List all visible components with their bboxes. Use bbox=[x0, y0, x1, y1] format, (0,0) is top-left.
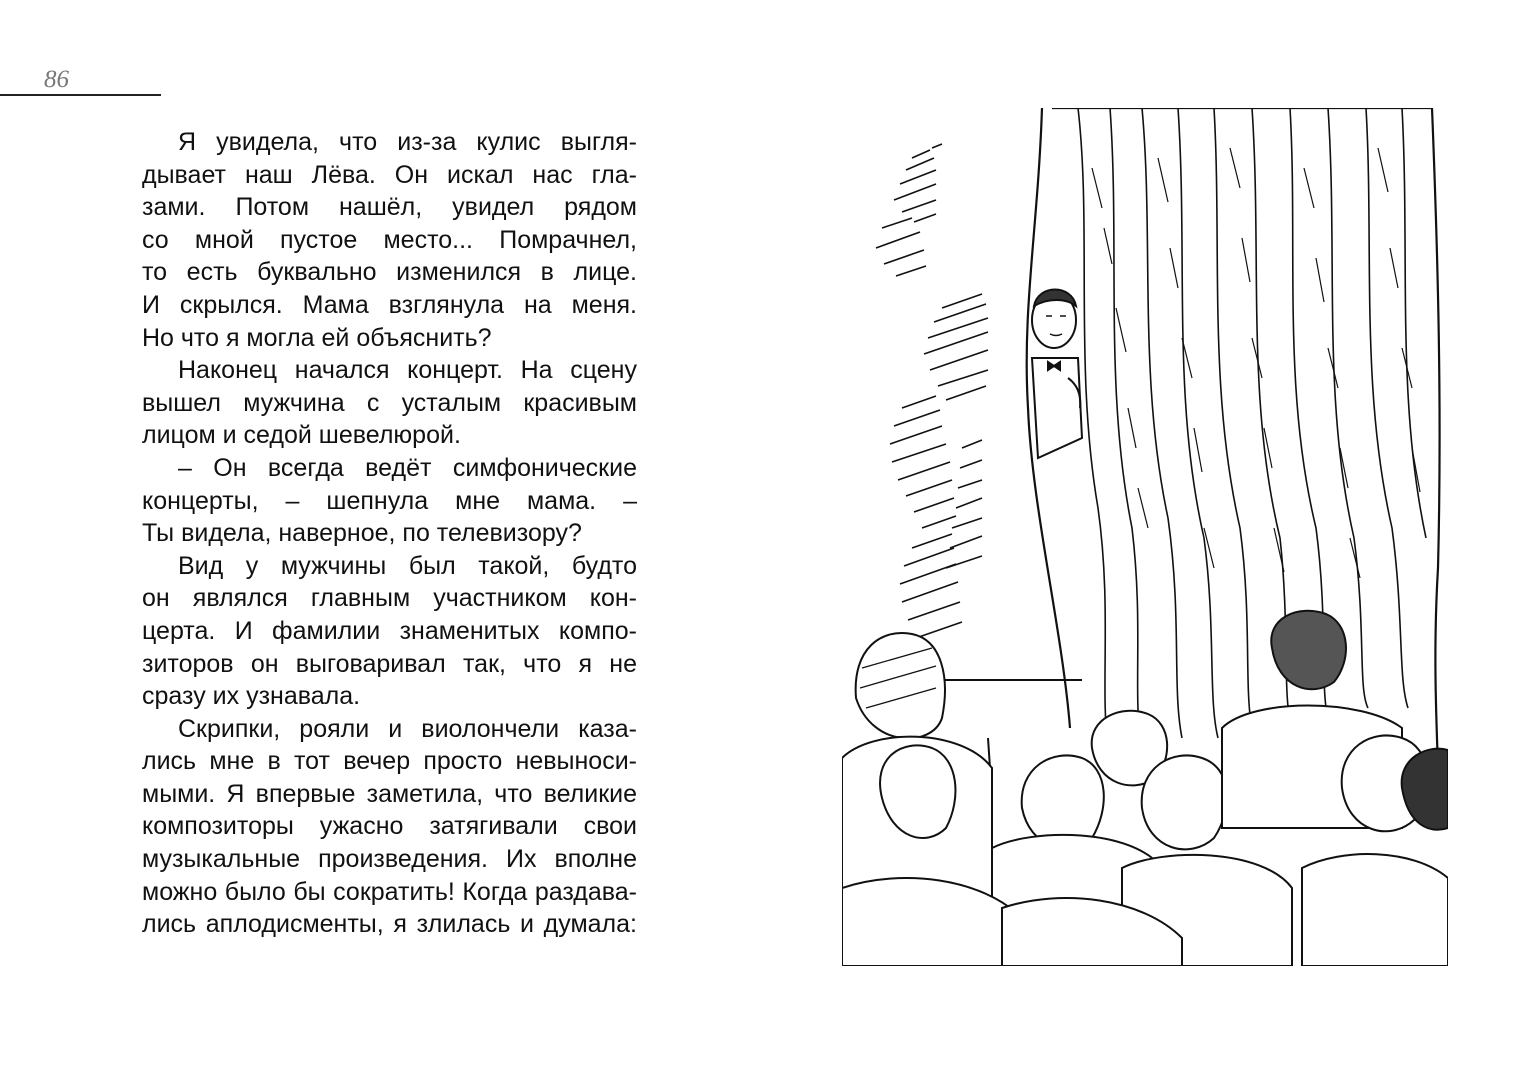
text-line: – Он всегда ведёт симфонические bbox=[178, 453, 637, 482]
text-line: лись мне в тот вечер просто невыноси- bbox=[142, 747, 637, 776]
text-line: церта. И фамилии знаменитых компо- bbox=[142, 616, 637, 645]
text-line: со мной пустое место... Помрачнел, bbox=[142, 225, 637, 254]
text-line: сразу их узнавала. bbox=[142, 682, 361, 711]
body-text bbox=[142, 126, 637, 941]
text-line: Но что я могла ей объяснить? bbox=[142, 323, 492, 352]
text-line: Ты видела, наверное, по телевизору? bbox=[142, 519, 582, 548]
audience-heads bbox=[842, 611, 1448, 966]
text-line: И скрылся. Мама взглянула на меня. bbox=[142, 290, 637, 319]
tree-foliage-sketch bbox=[876, 144, 988, 638]
paragraph bbox=[142, 126, 637, 354]
text-line: Скрипки, рояли и виолончели каза- bbox=[178, 714, 637, 743]
text-line: Вид у мужчины был такой, будто bbox=[178, 551, 637, 580]
text-line: можно было бы сократить! Когда раздава- bbox=[142, 877, 637, 906]
text-line: Я увидела, что из-за кулис выгля- bbox=[178, 128, 637, 156]
text-line: то есть буквально изменился в лице. bbox=[142, 258, 637, 287]
text-line: музыкальные произведения. Их вполне bbox=[142, 845, 637, 874]
paragraph bbox=[142, 452, 637, 550]
page-number: 86 bbox=[44, 66, 69, 93]
text-line: композиторы ужасно затягивали свои bbox=[142, 812, 637, 841]
header-rule bbox=[0, 94, 161, 96]
paragraph bbox=[142, 354, 637, 452]
paragraph bbox=[142, 713, 637, 941]
text-line: мыми. Я впервые заметила, что великие bbox=[142, 779, 637, 808]
text-line: лись аплодисменты, я злилась и думала: bbox=[142, 910, 637, 939]
text-line: зами. Потом нашёл, увидел рядом bbox=[142, 193, 637, 222]
text-line: зиторов он выговаривал так, что я не bbox=[142, 649, 637, 678]
text-line: он являлся главным участником кон- bbox=[142, 584, 637, 613]
text-line: вышел мужчина с усталым красивым bbox=[142, 388, 637, 417]
text-line: дывает наш Лёва. Он искал нас гла- bbox=[142, 160, 637, 189]
paragraph bbox=[142, 550, 637, 713]
illustration-stage-curtain bbox=[842, 108, 1448, 966]
text-line: Наконец начался концерт. На сцену bbox=[178, 356, 637, 385]
text-line: лицом и седой шевелюрой. bbox=[142, 421, 461, 450]
boy-peeking-figure bbox=[1032, 290, 1082, 459]
text-line: концерты, – шепнула мне мама. – bbox=[142, 486, 637, 515]
